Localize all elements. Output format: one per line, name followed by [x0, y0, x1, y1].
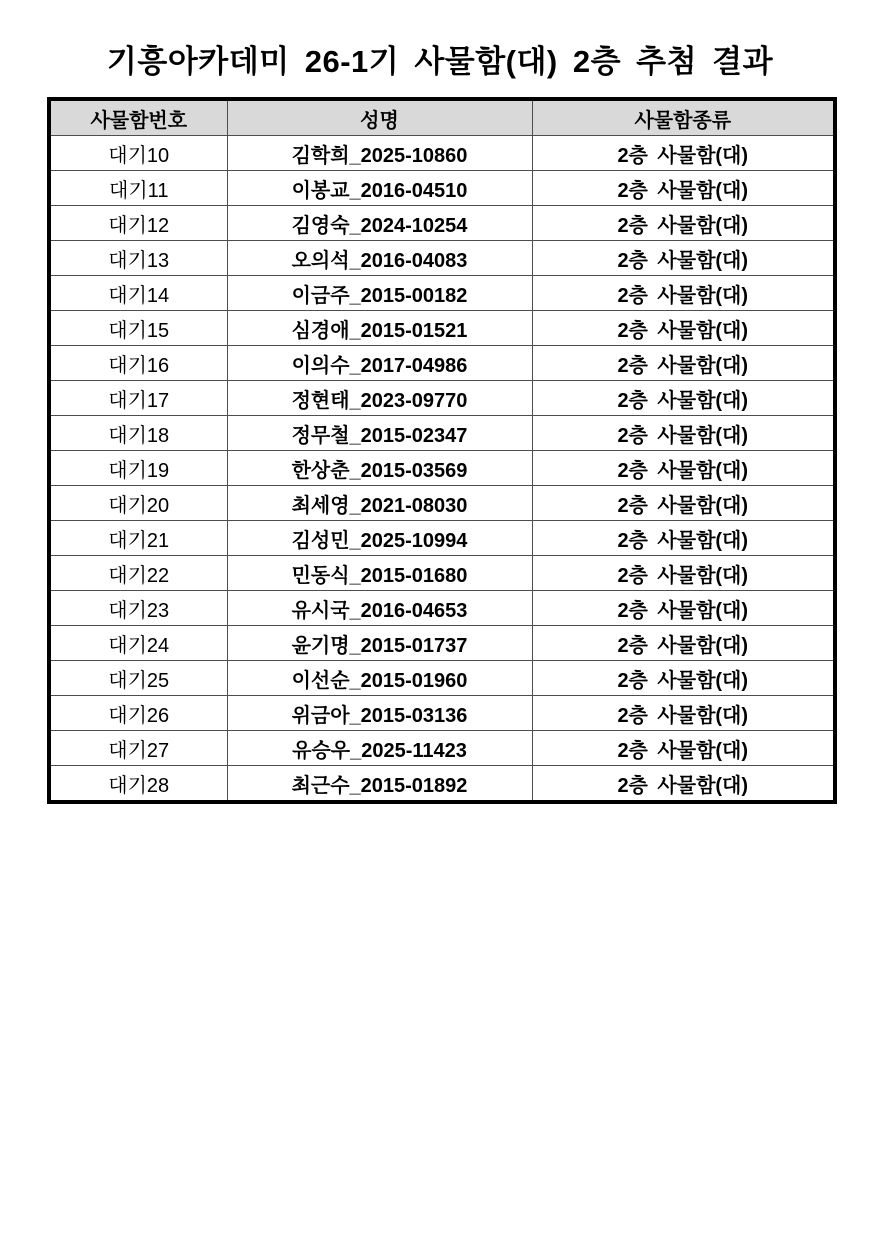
table-body	[49, 136, 835, 803]
member-name-cell: 이선순_2015-01960	[227, 661, 532, 696]
member-name-cell: 최근수_2015-01892	[227, 766, 532, 803]
locker-number-cell: 대기27	[49, 731, 227, 766]
locker-type-cell: 2층 사물함(대)	[532, 556, 835, 591]
member-name-cell: 한상춘_2015-03569	[227, 451, 532, 486]
locker-assignment-table	[47, 97, 837, 804]
column-header-name: 성명	[227, 99, 532, 136]
table-row	[49, 276, 835, 311]
table-row	[49, 451, 835, 486]
member-name-cell: 민동식_2015-01680	[227, 556, 532, 591]
locker-number-cell: 대기14	[49, 276, 227, 311]
member-name-cell: 오의석_2016-04083	[227, 241, 532, 276]
locker-number-cell: 대기26	[49, 696, 227, 731]
locker-number-cell: 대기17	[49, 381, 227, 416]
locker-type-cell: 2층 사물함(대)	[532, 451, 835, 486]
locker-type-cell: 2층 사물함(대)	[532, 696, 835, 731]
member-name-cell: 김성민_2025-10994	[227, 521, 532, 556]
locker-type-cell: 2층 사물함(대)	[532, 661, 835, 696]
locker-type-cell: 2층 사물함(대)	[532, 486, 835, 521]
table-row	[49, 556, 835, 591]
table-row	[49, 486, 835, 521]
locker-type-cell: 2층 사물함(대)	[532, 416, 835, 451]
locker-type-cell: 2층 사물함(대)	[532, 626, 835, 661]
member-name-cell: 이봉교_2016-04510	[227, 171, 532, 206]
locker-number-cell: 대기10	[49, 136, 227, 171]
locker-number-cell: 대기12	[49, 206, 227, 241]
table-row	[49, 346, 835, 381]
table-row	[49, 206, 835, 241]
locker-number-cell: 대기16	[49, 346, 227, 381]
table-row	[49, 766, 835, 803]
locker-type-cell: 2층 사물함(대)	[532, 521, 835, 556]
member-name-cell: 유승우_2025-11423	[227, 731, 532, 766]
table-row	[49, 696, 835, 731]
member-name-cell: 김영숙_2024-10254	[227, 206, 532, 241]
locker-number-cell: 대기19	[49, 451, 227, 486]
locker-number-cell: 대기25	[49, 661, 227, 696]
locker-type-cell: 2층 사물함(대)	[532, 241, 835, 276]
locker-type-cell: 2층 사물함(대)	[532, 591, 835, 626]
locker-type-cell: 2층 사물함(대)	[532, 346, 835, 381]
locker-number-cell: 대기13	[49, 241, 227, 276]
locker-type-cell: 2층 사물함(대)	[532, 311, 835, 346]
table-row	[49, 381, 835, 416]
locker-number-cell: 대기28	[49, 766, 227, 803]
locker-number-cell: 대기22	[49, 556, 227, 591]
locker-number-cell: 대기21	[49, 521, 227, 556]
member-name-cell: 위금아_2015-03136	[227, 696, 532, 731]
member-name-cell: 윤기명_2015-01737	[227, 626, 532, 661]
locker-number-cell: 대기20	[49, 486, 227, 521]
table-row	[49, 311, 835, 346]
member-name-cell: 최세영_2021-08030	[227, 486, 532, 521]
table-header-row	[49, 99, 835, 136]
locker-number-cell: 대기24	[49, 626, 227, 661]
table-row	[49, 521, 835, 556]
locker-number-cell: 대기23	[49, 591, 227, 626]
table-row	[49, 136, 835, 171]
locker-type-cell: 2층 사물함(대)	[532, 171, 835, 206]
page-title: 기흥아카데미 26-1기 사물함(대) 2층 추첨 결과	[106, 44, 774, 79]
member-name-cell: 이의수_2017-04986	[227, 346, 532, 381]
table-row	[49, 731, 835, 766]
column-header-locker-type: 사물함종류	[532, 99, 835, 136]
column-header-locker-number: 사물함번호	[49, 99, 227, 136]
member-name-cell: 유시국_2016-04653	[227, 591, 532, 626]
table-row	[49, 591, 835, 626]
locker-type-cell: 2층 사물함(대)	[532, 731, 835, 766]
member-name-cell: 정현태_2023-09770	[227, 381, 532, 416]
table-row	[49, 241, 835, 276]
locker-number-cell: 대기18	[49, 416, 227, 451]
locker-number-cell: 대기11	[49, 171, 227, 206]
member-name-cell: 김학희_2025-10860	[227, 136, 532, 171]
locker-type-cell: 2층 사물함(대)	[532, 136, 835, 171]
locker-type-cell: 2층 사물함(대)	[532, 276, 835, 311]
locker-type-cell: 2층 사물함(대)	[532, 766, 835, 803]
member-name-cell: 정무철_2015-02347	[227, 416, 532, 451]
table-row	[49, 661, 835, 696]
member-name-cell: 심경애_2015-01521	[227, 311, 532, 346]
table-row	[49, 171, 835, 206]
table-row	[49, 416, 835, 451]
table-row	[49, 626, 835, 661]
locker-type-cell: 2층 사물함(대)	[532, 206, 835, 241]
member-name-cell: 이금주_2015-00182	[227, 276, 532, 311]
locker-number-cell: 대기15	[49, 311, 227, 346]
locker-type-cell: 2층 사물함(대)	[532, 381, 835, 416]
